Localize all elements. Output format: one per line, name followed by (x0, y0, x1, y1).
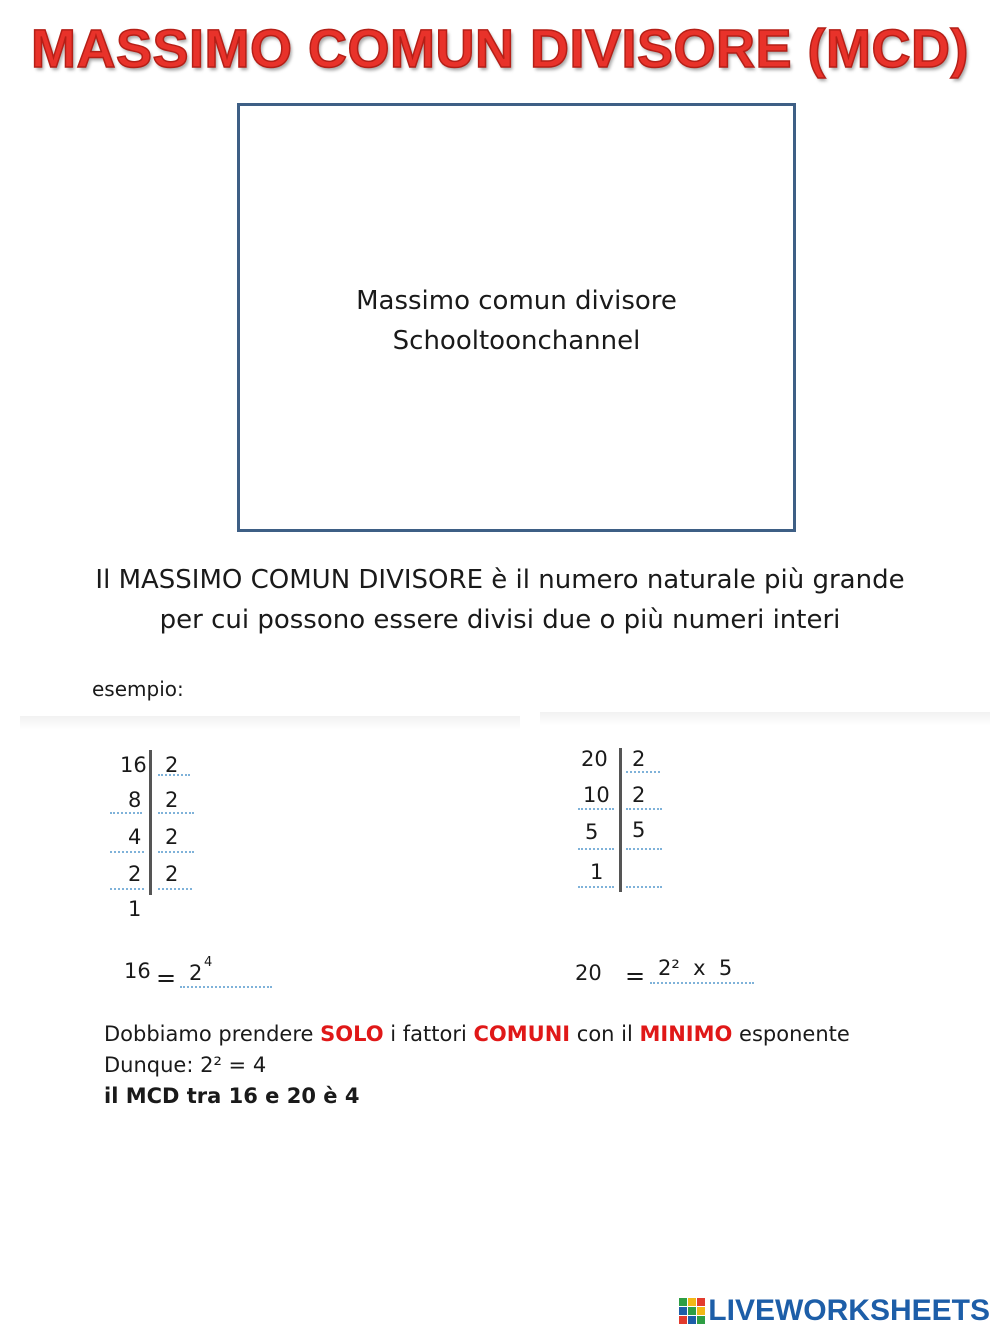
divisor: 2 (165, 862, 179, 886)
answer-blank (626, 771, 660, 773)
answer-blank (158, 851, 194, 853)
dividend: 5 (585, 820, 599, 844)
definition-line-2: per cui possono essere divisi due o più numeri interi (159, 605, 841, 635)
dividend: 1 (590, 860, 604, 884)
rule-text: Dobbiamo prendere (104, 1022, 321, 1046)
liveworksheets-wordmark: LIVEWORKSHEETS (708, 1294, 990, 1327)
dividend: 1 (128, 897, 142, 921)
video-title: Massimo comun divisore (356, 286, 677, 316)
dividend: 10 (583, 783, 610, 807)
answer-blank (578, 808, 614, 810)
answer-blank (626, 848, 662, 850)
division-bar (149, 750, 152, 895)
answer-blank (650, 982, 754, 984)
answer-blank (158, 812, 194, 814)
liveworksheets-icon (679, 1298, 705, 1324)
dividend: 16 (120, 753, 147, 777)
result-left: 20 (575, 961, 602, 985)
rule-highlight-solo: SOLO (320, 1022, 384, 1046)
divisor: 5 (632, 818, 646, 842)
answer-blank (158, 774, 190, 776)
rule-text: esponente (732, 1022, 850, 1046)
rule-text: con il (570, 1022, 640, 1046)
definition-text (40, 560, 960, 640)
video-channel: Schooltoonchannel (392, 326, 641, 356)
result-expression: 2² x 5 (658, 956, 733, 980)
rule-text: i fattori (383, 1022, 474, 1046)
equals-sign: = (156, 964, 177, 992)
dividend: 4 (128, 825, 142, 849)
answer-blank (626, 886, 662, 888)
definition-line-1: Il MASSIMO COMUN DIVISORE è il numero naturale più grande (95, 565, 905, 595)
answer-blank (578, 848, 614, 850)
answer-blank (180, 986, 272, 988)
answer-blank (578, 886, 614, 888)
video-caption (240, 281, 793, 361)
dividend: 8 (128, 788, 142, 812)
video-embed[interactable] (237, 103, 796, 532)
divider-band-left (20, 716, 520, 730)
dividend: 20 (581, 747, 608, 771)
rule-highlight-comuni: COMUNI (473, 1022, 571, 1046)
answer-blank (626, 808, 662, 810)
answer-blank (110, 851, 144, 853)
result-exponent: 4 (204, 955, 213, 970)
divisor: 2 (165, 753, 179, 777)
rule-conclusion: il MCD tra 16 e 20 è 4 (104, 1084, 360, 1108)
equals-sign: = (625, 962, 646, 990)
division-bar (619, 748, 622, 892)
liveworksheets-logo (679, 1294, 990, 1328)
rule-line-2: Dunque: 2² = 4 (104, 1053, 267, 1077)
result-left: 16 (124, 959, 151, 983)
divisor: 2 (165, 825, 179, 849)
example-label: esempio: (92, 677, 184, 701)
divider-band-right (540, 712, 990, 726)
result-base: 2 (189, 961, 203, 985)
rule-line-1 (104, 1019, 850, 1050)
page-title: MASSIMO COMUN DIVISORE (MCD) (31, 19, 969, 79)
answer-blank (158, 888, 192, 890)
rule-highlight-minimo: MINIMO (639, 1022, 733, 1046)
dividend: 2 (128, 862, 142, 886)
divisor: 2 (632, 747, 646, 771)
divisor: 2 (632, 783, 646, 807)
divisor: 2 (165, 788, 179, 812)
answer-blank (110, 812, 142, 814)
answer-blank (110, 888, 144, 890)
